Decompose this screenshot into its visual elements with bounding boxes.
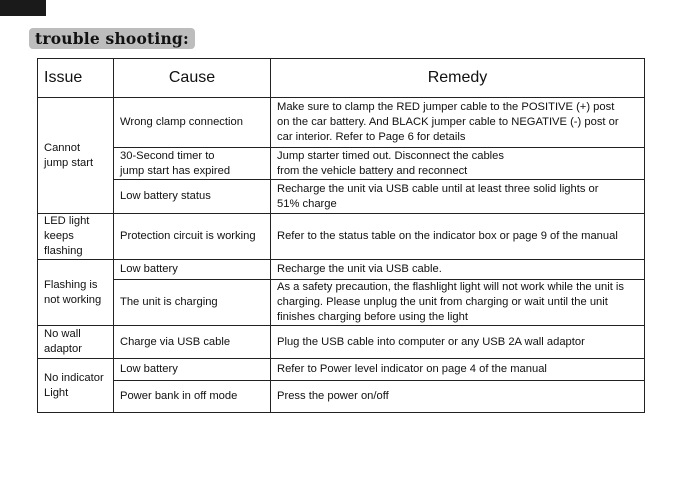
troubleshooting-table: [37, 58, 645, 413]
remedy-cell: [271, 214, 645, 260]
remedy-text: Make sure to clamp the RED jumper cable to the POSITIVE (+) post on the car battery. And BLACK jumper cable to NEGATIVE (-) post or car interior. Refer to Page 6 for details: [277, 101, 619, 143]
table-row: [38, 280, 645, 326]
page-corner-block: [0, 0, 46, 16]
table-header-row: [38, 59, 645, 98]
header-issue: Issue: [38, 59, 114, 98]
cause-text: Low battery: [120, 263, 178, 275]
remedy-text: Refer to Power level indicator on page 4 of the manual: [277, 363, 547, 375]
issue-text: No indicator Light: [44, 371, 104, 399]
remedy-text: Recharge the unit via USB cable until at least three solid lights or 51% charge: [277, 182, 599, 210]
issue-text: No wall adaptor: [44, 328, 82, 355]
cause-cell: [114, 326, 271, 359]
remedy-cell: [271, 326, 645, 359]
table-row: [38, 180, 645, 214]
cause-text: Wrong clamp connection: [120, 116, 243, 128]
cause-cell: [114, 381, 271, 413]
issue-text: Cannot jump start: [44, 141, 94, 169]
cause-text: 30-Second timer to jump start has expired: [120, 149, 231, 177]
cause-cell: [114, 359, 271, 381]
remedy-text: As a safety precaution, the flashlight light will not work while the unit is charging. Please unplug the unit from charging or wait until the unit finishes charging before using the light: [277, 281, 624, 323]
remedy-text: Recharge the unit via USB cable.: [277, 263, 442, 275]
issue-cell: [38, 98, 114, 214]
cause-text: Protection circuit is working: [120, 230, 256, 242]
cause-text: The unit is charging: [120, 296, 218, 308]
cause-text: Power bank in off mode: [120, 390, 238, 402]
cause-text: Charge via USB cable: [120, 335, 231, 348]
remedy-cell: [271, 98, 645, 148]
issue-text: Flashing is not working: [44, 278, 102, 306]
remedy-cell: [271, 180, 645, 214]
cause-cell: [114, 180, 271, 214]
remedy-cell: [271, 148, 645, 180]
cause-text: Low battery: [120, 363, 178, 375]
remedy-cell: [271, 381, 645, 413]
cause-text: Low battery status: [120, 190, 211, 202]
issue-cell: [38, 326, 114, 359]
table-row: [38, 381, 645, 413]
table-row: [38, 214, 645, 260]
remedy-text: Press the power on/off: [277, 390, 389, 402]
issue-text: LED light keeps flashing: [44, 215, 90, 257]
cause-cell: [114, 280, 271, 326]
cause-cell: [114, 214, 271, 260]
issue-cell: [38, 214, 114, 260]
header-remedy: Remedy: [271, 59, 645, 98]
cause-cell: [114, 98, 271, 148]
table-row: [38, 98, 645, 148]
remedy-cell: [271, 260, 645, 280]
remedy-text: Plug the USB cable into computer or any USB 2A wall adaptor: [277, 335, 585, 348]
issue-cell: [38, 260, 114, 326]
table-row: [38, 359, 645, 381]
remedy-cell: [271, 280, 645, 326]
cause-cell: [114, 260, 271, 280]
section-title: trouble shooting:: [29, 28, 195, 49]
header-cause: Cause: [114, 59, 271, 98]
remedy-text: Jump starter timed out. Disconnect the cables from the vehicle battery and reconnect: [277, 149, 504, 177]
remedy-text: Refer to the status table on the indicator box or page 9 of the manual: [277, 230, 618, 242]
table-row: [38, 260, 645, 280]
cause-cell: [114, 148, 271, 180]
remedy-cell: [271, 359, 645, 381]
issue-cell: [38, 359, 114, 413]
table-row: [38, 326, 645, 359]
table-row: [38, 148, 645, 180]
